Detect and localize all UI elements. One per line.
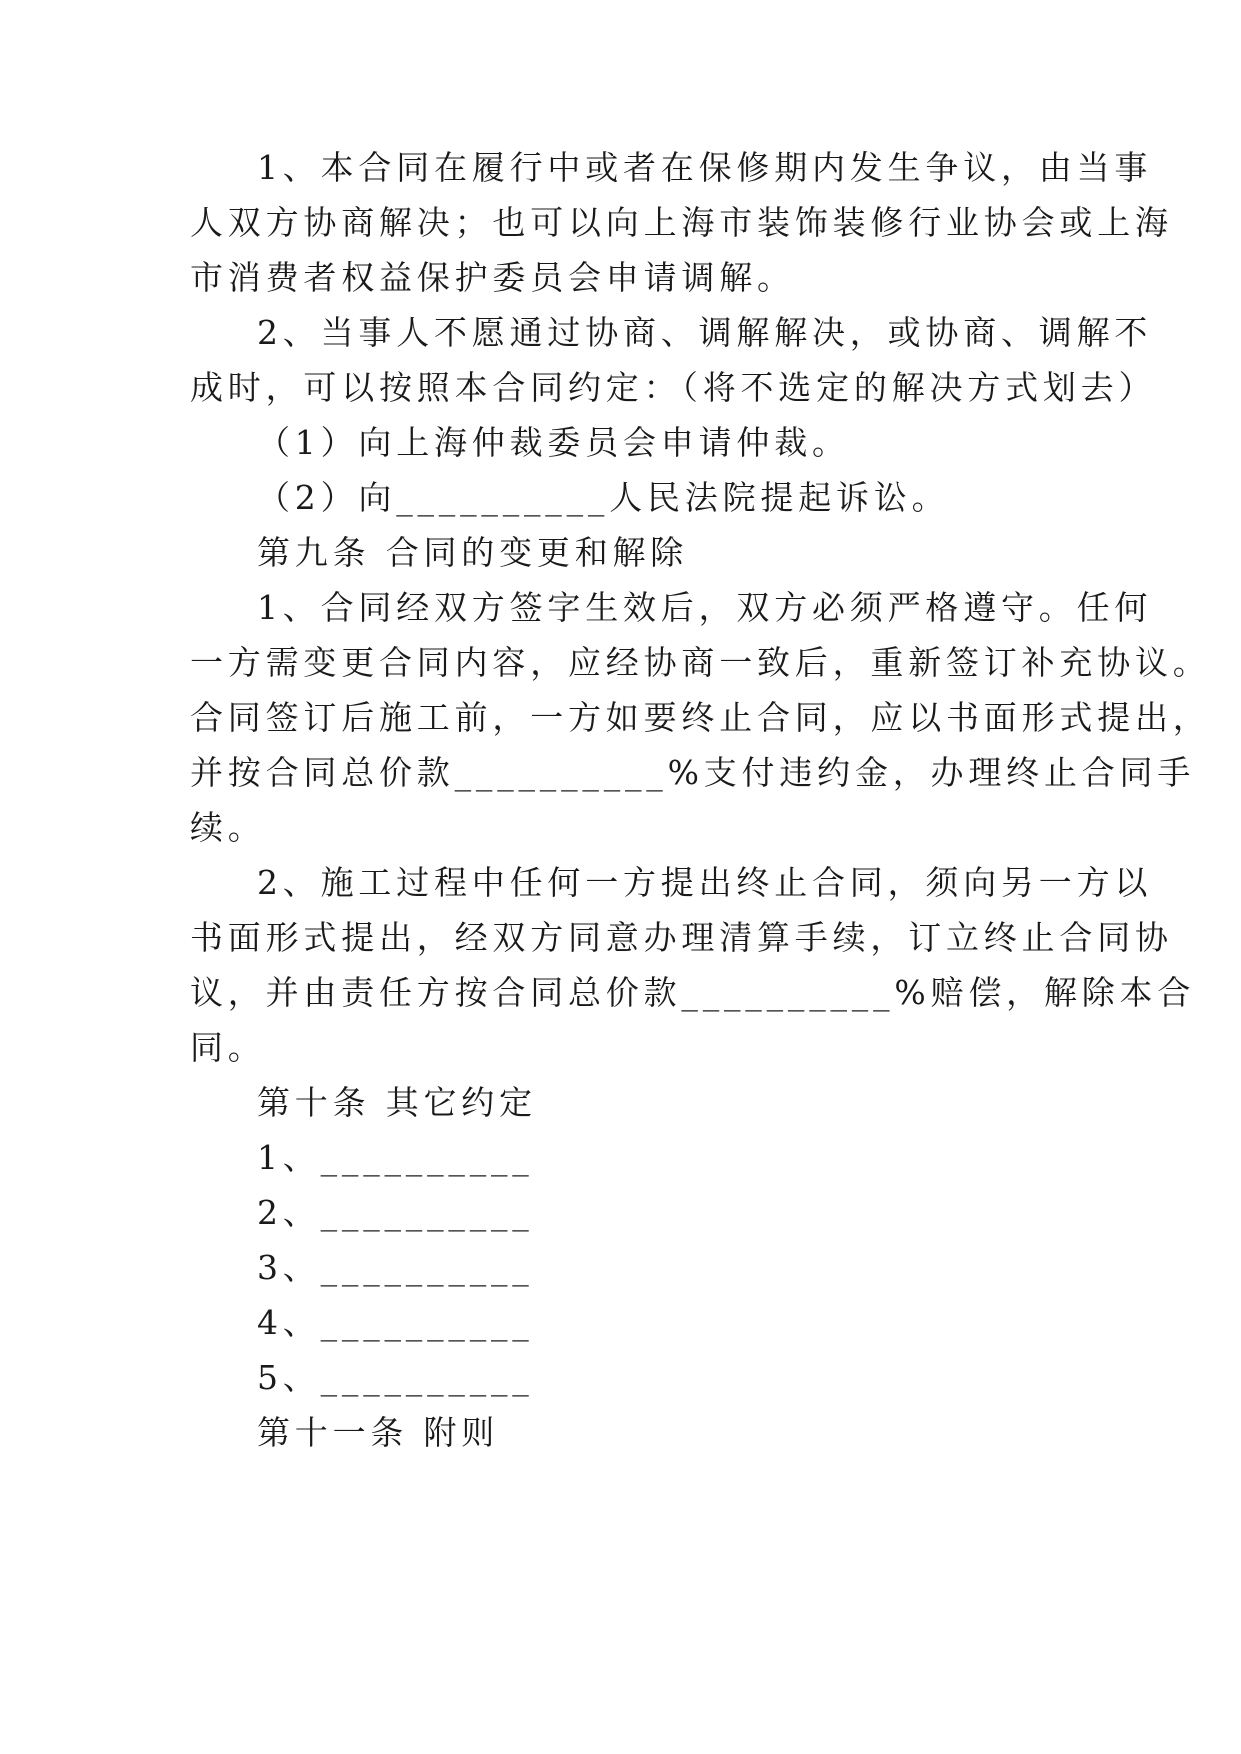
article-11-heading: 第十一条 附则 — [257, 1413, 500, 1452]
paragraph-change-1-line-2: 一方需变更合同内容，应经协商一致后，重新签订补充协议。 — [190, 643, 1211, 682]
other-term-2: 2、__________ — [257, 1193, 534, 1232]
paragraph-change-2-line-1: 2、施工过程中任何一方提出终止合同，须向另一方以 — [257, 863, 1153, 902]
paragraph-dispute-1-line-3: 市消费者权益保护委员会申请调解。 — [190, 258, 795, 297]
article-9-heading: 第九条 合同的变更和解除 — [257, 533, 689, 572]
other-term-5: 5、__________ — [257, 1358, 534, 1397]
option-litigation: （2）向__________人民法院提起诉讼。 — [257, 478, 950, 517]
paragraph-change-2-line-4: 同。 — [190, 1028, 266, 1067]
paragraph-change-1-line-4: 并按合同总价款__________%支付违约金，办理终止合同手 — [190, 753, 1196, 792]
paragraph-dispute-2-line-1: 2、当事人不愿通过协商、调解解决，或协商、调解不 — [257, 313, 1153, 352]
option-arbitration: （1）向上海仲裁委员会申请仲裁。 — [257, 423, 850, 462]
paragraph-dispute-1-line-1: 1、本合同在履行中或者在保修期内发生争议，由当事 — [257, 148, 1153, 187]
paragraph-change-1-line-3: 合同签订后施工前，一方如要终止合同，应以书面形式提出， — [190, 698, 1211, 737]
paragraph-dispute-1-line-2: 人双方协商解决；也可以向上海市装饰装修行业协会或上海 — [190, 203, 1173, 242]
paragraph-change-1-line-1: 1、合同经双方签字生效后，双方必须严格遵守。任何 — [257, 588, 1153, 627]
paragraph-change-1-line-5: 续。 — [190, 808, 266, 847]
paragraph-change-2-line-2: 书面形式提出，经双方同意办理清算手续，订立终止合同协 — [190, 918, 1173, 957]
other-term-1: 1、__________ — [257, 1138, 534, 1177]
other-term-4: 4、__________ — [257, 1303, 534, 1342]
other-term-3: 3、__________ — [257, 1248, 534, 1287]
article-10-heading: 第十条 其它约定 — [257, 1083, 537, 1122]
paragraph-dispute-2-line-2: 成时，可以按照本合同约定：（将不选定的解决方式划去） — [190, 368, 1157, 407]
paragraph-change-2-line-3: 议，并由责任方按合同总价款__________%赔偿，解除本合 — [190, 973, 1196, 1012]
